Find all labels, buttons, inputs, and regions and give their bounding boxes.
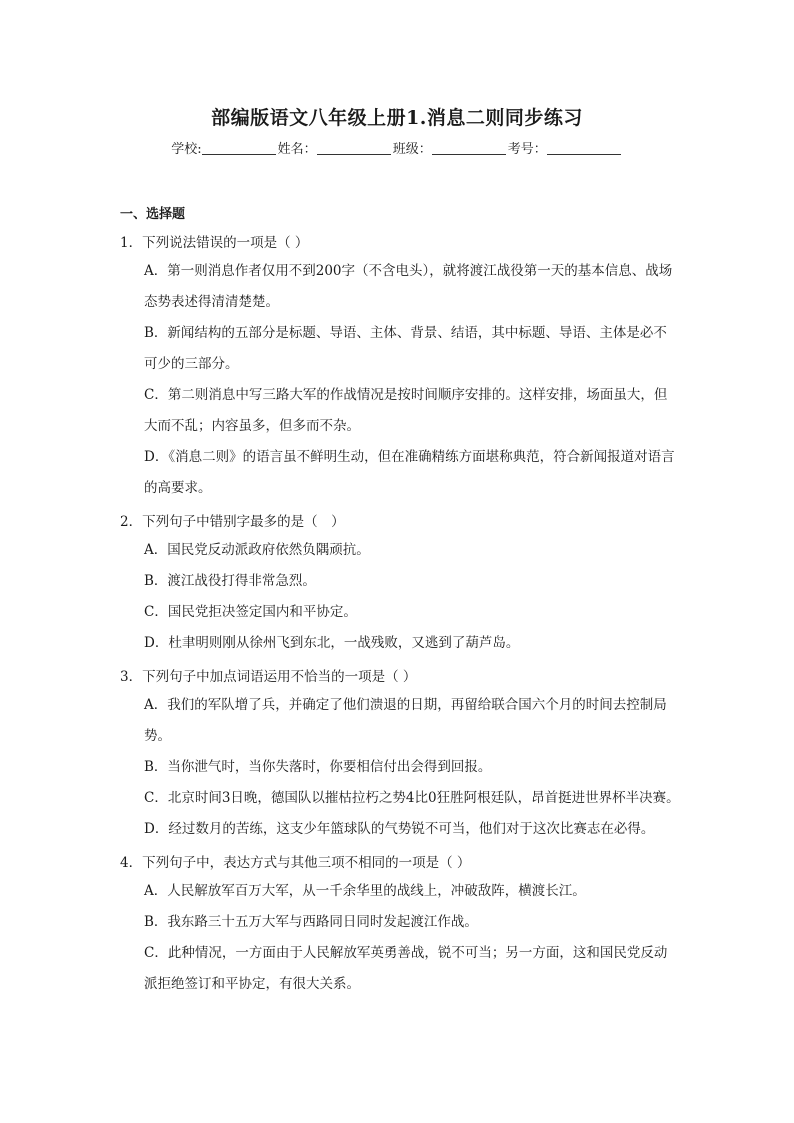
option-b: B．我东路三十五万大军与西路同日同时发起渡江作战。 [144,914,478,930]
number-blank[interactable] [547,142,621,155]
question-2 [120,509,680,659]
option-a: A．我们的军队增了兵，并确定了他们溃退的日期，再留给联合国六个月的时间去控制局势。 [144,697,667,744]
option-c: C．国民党拒决签定国内和平协定。 [144,604,357,620]
option-a: A．人民解放军百万大军，从一千余华里的战线上，冲破敌阵，横渡长江。 [144,883,586,899]
school-label: 学校: [171,142,202,157]
option-d: D．经过数月的苦练，这支少年篮球队的气势锐不可当，他们对于这次比赛志在必得。 [144,821,655,837]
question-4 [120,850,680,1000]
option-c: C．北京时间3日晚，德国队以摧枯拉朽之势4比0狂胜阿根廷队，昂首挺进世界杯半决赛。 [144,790,680,806]
question-stem: 4．下列句子中，表达方式与其他三项不相同的一项是（ ） [120,855,471,871]
class-label: 班级： [392,142,432,157]
option-a: A．第一则消息作者仅用不到200字（不含电头），就将渡江战役第一天的基本信息、战场态势表述得清清楚楚。 [144,263,673,310]
option-d: D．杜聿明则刚从徐州飞到东北，一战残败，又逃到了葫芦岛。 [144,635,520,651]
option-b: B．渡江战役打得非常急烈。 [144,573,316,589]
question-3 [120,664,680,845]
question-1 [120,230,680,504]
student-info-line [0,138,794,157]
option-b: B．新闻结构的五部分是标题、导语、主体、背景、结语，其中标题、导语、主体是必不可少的三部分。 [144,325,667,372]
number-label: 考号： [507,142,547,157]
school-blank[interactable] [202,142,276,155]
question-stem: 2．下列句子中错别字最多的是（ ） [120,514,345,530]
section-title: 一、选择题 [120,207,186,222]
option-d: D．《消息二则》的语言虽不鲜明生动，但在准确精练方面堪称典范，符合新闻报道对语言的高要求。 [144,449,675,496]
name-blank[interactable] [317,142,391,155]
page-title: 部编版语文八年级上册1.消息二则同步练习 [211,107,583,129]
question-stem: 1．下列说法错误的一项是（ ） [120,235,309,251]
option-c: C．第二则消息中写三路大军的作战情况是按时间顺序安排的。这样安排，场面虽大，但大而不乱；内容虽多，但多而不杂。 [144,387,668,434]
name-label: 姓名： [277,142,317,157]
class-blank[interactable] [432,142,506,155]
option-b: B．当你泄气时，当你失落时，你要相信付出会得到回报。 [144,759,492,775]
question-stem: 3．下列句子中加点词语运用不恰当的一项是（ ） [120,669,417,685]
option-a: A．国民党反动派政府依然负隅顽抗。 [144,542,370,558]
questions-list [120,230,680,1005]
option-c: C．此种情况，一方面由于人民解放军英勇善战，锐不可当；另一方面，这和国民党反动派拒绝签订和平协定，有很大关系。 [144,945,668,992]
